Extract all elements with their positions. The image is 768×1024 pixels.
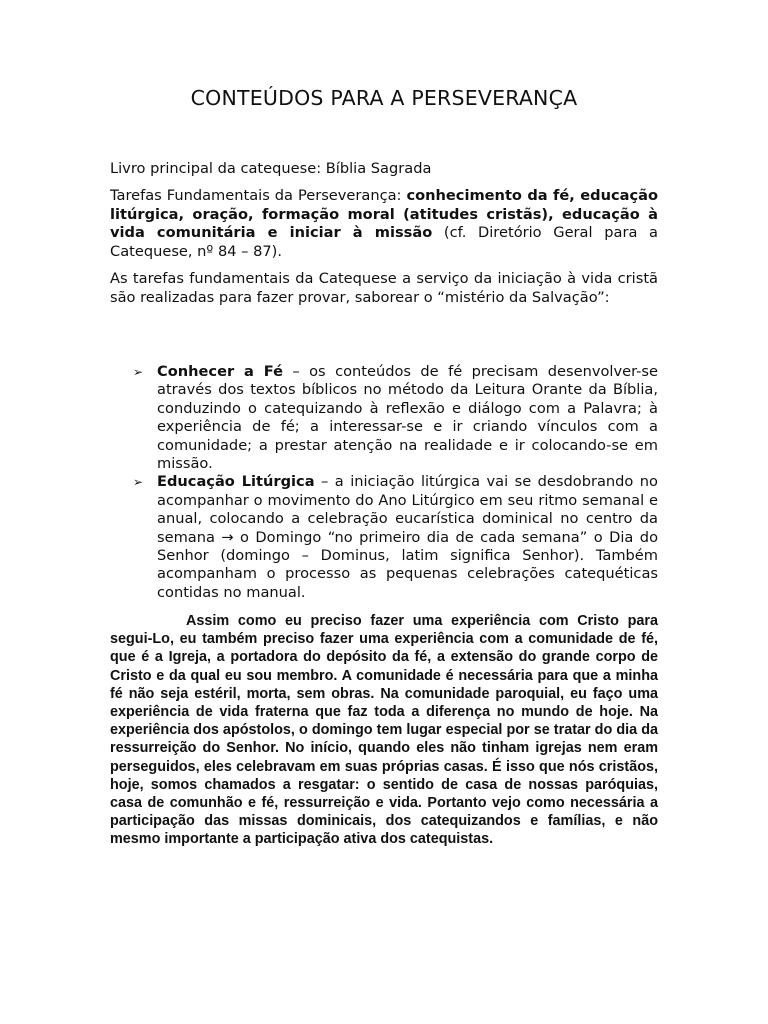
arrowhead-bullet-icon: ➢ <box>133 475 144 490</box>
tarefas-bold: conhecimento da fé, educação litúrgica, oração, formação moral (atitudes cristãs), educação à vida comunitária e iniciar à missão <box>110 187 658 242</box>
bullet-item-educacao <box>130 473 658 602</box>
page-title: CONTEÚDOS PARA A PERSEVERANÇA <box>190 86 578 110</box>
bullet-list <box>130 363 658 602</box>
paragraph-tarefas <box>110 187 658 261</box>
paragraph-closing: Assim como eu preciso fazer uma experiência com Cristo para segui-Lo, eu também preciso fazer uma experiência com a comunidade de fé, que é a Igreja, a portadora do depósito da fé, a extensão do grande corpo de Cristo e da qual eu sou membro. A comunidade é necessária para que a minha fé não seja estéril, morta, sem obras. Na comunidade paroquial, eu faço uma experiência de vida fraterna que faz toda a diferença no mundo de hoje. Na experiência dos apóstolos, o domingo tem lugar especial por se tratar do dia da ressurreição do Senhor. No início, quando eles não tinham igrejas nem eram perseguidos, eles celebravam em suas próprias casas. É isso que nós cristãos, hoje, somos chamados a resgatar: o sentido de casa de nossas paróquias, casa de comunhão e fé, ressurreição e vida. Portanto vejo como necessária a participação das missas dominicais, dos catequizandos e famílias, e não mesmo importante a participação ativa dos catequistas. <box>110 613 658 848</box>
tarefas-suffix: (cf. Diretório Geral para a Catequese, nº 84 – 87). <box>110 224 659 260</box>
bullet-term: Conhecer a Fé <box>157 363 283 380</box>
tarefas-prefix: Tarefas Fundamentais da Perseverança: <box>110 187 407 204</box>
paragraph-livro: Livro principal da catequese: Bíblia Sagrada <box>110 160 432 177</box>
bullet-text: – os conteúdos de fé precisam desenvolver-se através dos textos bíblicos no método da Leitura Orante da Bíblia, conduzindo o catequizando à reflexão e diálogo com a Palavra; à experiência de fé; a interessar-se e ir criando vínculos com a comunidade; a prestar atenção na realidade e ir colocando-se em missão. <box>157 363 658 473</box>
arrowhead-bullet-icon: ➢ <box>133 365 144 379</box>
paragraph-servico: As tarefas fundamentais da Catequese a serviço da iniciação à vida cristã são realizadas para fazer provar, saborear o “mistério da Salvação”: <box>110 270 658 306</box>
bullet-text: – a iniciação litúrgica vai se desdobrando no acompanhar o movimento do Ano Litúrgico em seu ritmo semanal e anual, colocando a celebração eucarística dominical no centro da semana → o Domingo “no primeiro dia de cada semana” o Dia do Senhor (domingo – Dominus, latim significa Senhor). Também acompanham o processo as pequenas celebrações catequéticas contidas no manual. <box>157 473 658 601</box>
bullet-term: Educação Litúrgica <box>157 473 315 491</box>
bullet-item-conhecer <box>130 363 658 473</box>
